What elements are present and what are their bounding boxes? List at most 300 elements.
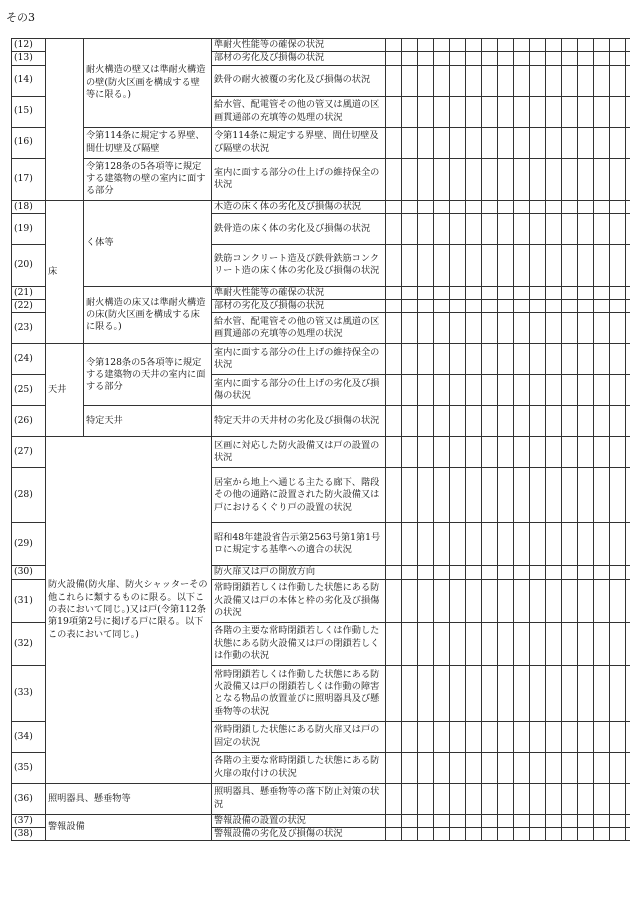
check-cell[interactable] [498,523,514,566]
check-cell[interactable] [530,127,546,158]
check-cell[interactable] [482,406,498,437]
check-cell[interactable] [498,39,514,52]
check-cell[interactable] [594,39,610,52]
check-cell[interactable] [466,579,482,622]
check-cell[interactable] [466,406,482,437]
check-cell[interactable] [626,244,630,286]
check-cell[interactable] [498,127,514,158]
check-cell[interactable] [482,665,498,721]
check-cell[interactable] [626,828,630,841]
check-cell[interactable] [466,65,482,96]
check-cell[interactable] [610,814,626,827]
check-cell[interactable] [450,158,466,200]
check-cell[interactable] [546,52,562,65]
check-cell[interactable] [514,200,530,213]
check-cell[interactable] [546,721,562,752]
check-cell[interactable] [626,158,630,200]
check-cell[interactable] [578,375,594,406]
check-cell[interactable] [498,828,514,841]
check-cell[interactable] [626,579,630,622]
check-cell[interactable] [530,96,546,127]
check-cell[interactable] [514,313,530,344]
check-cell[interactable] [530,286,546,299]
check-cell[interactable] [594,406,610,437]
check-cell[interactable] [402,721,418,752]
check-cell[interactable] [562,665,578,721]
check-cell[interactable] [434,468,450,523]
check-cell[interactable] [578,721,594,752]
check-cell[interactable] [626,96,630,127]
check-cell[interactable] [482,213,498,244]
check-cell[interactable] [418,244,434,286]
check-cell[interactable] [466,721,482,752]
check-cell[interactable] [594,437,610,468]
check-cell[interactable] [594,579,610,622]
check-cell[interactable] [498,468,514,523]
check-cell[interactable] [626,127,630,158]
check-cell[interactable] [402,213,418,244]
check-cell[interactable] [418,158,434,200]
check-cell[interactable] [562,213,578,244]
check-cell[interactable] [466,752,482,783]
check-cell[interactable] [498,213,514,244]
check-cell[interactable] [418,752,434,783]
check-cell[interactable] [626,39,630,52]
check-cell[interactable] [546,313,562,344]
check-cell[interactable] [594,375,610,406]
check-cell[interactable] [530,622,546,665]
check-cell[interactable] [514,127,530,158]
check-cell[interactable] [594,344,610,375]
check-cell[interactable] [434,721,450,752]
check-cell[interactable] [610,213,626,244]
check-cell[interactable] [498,200,514,213]
check-cell[interactable] [386,665,402,721]
check-cell[interactable] [578,814,594,827]
check-cell[interactable] [562,566,578,579]
check-cell[interactable] [530,783,546,814]
check-cell[interactable] [418,52,434,65]
check-cell[interactable] [482,200,498,213]
check-cell[interactable] [466,344,482,375]
check-cell[interactable] [626,721,630,752]
check-cell[interactable] [418,579,434,622]
check-cell[interactable] [418,814,434,827]
check-cell[interactable] [578,406,594,437]
check-cell[interactable] [466,814,482,827]
check-cell[interactable] [466,244,482,286]
check-cell[interactable] [626,814,630,827]
check-cell[interactable] [562,158,578,200]
check-cell[interactable] [418,313,434,344]
check-cell[interactable] [562,622,578,665]
check-cell[interactable] [450,52,466,65]
check-cell[interactable] [530,39,546,52]
check-cell[interactable] [498,566,514,579]
check-cell[interactable] [594,721,610,752]
check-cell[interactable] [450,437,466,468]
check-cell[interactable] [546,344,562,375]
check-cell[interactable] [482,127,498,158]
check-cell[interactable] [402,622,418,665]
check-cell[interactable] [434,437,450,468]
check-cell[interactable] [610,158,626,200]
check-cell[interactable] [402,523,418,566]
check-cell[interactable] [466,127,482,158]
check-cell[interactable] [562,313,578,344]
check-cell[interactable] [402,96,418,127]
check-cell[interactable] [626,783,630,814]
check-cell[interactable] [610,65,626,96]
check-cell[interactable] [562,300,578,313]
check-cell[interactable] [450,286,466,299]
check-cell[interactable] [562,523,578,566]
check-cell[interactable] [386,244,402,286]
check-cell[interactable] [386,579,402,622]
check-cell[interactable] [402,437,418,468]
check-cell[interactable] [450,344,466,375]
check-cell[interactable] [450,127,466,158]
check-cell[interactable] [402,783,418,814]
check-cell[interactable] [386,721,402,752]
check-cell[interactable] [434,375,450,406]
check-cell[interactable] [578,200,594,213]
check-cell[interactable] [530,468,546,523]
check-cell[interactable] [434,665,450,721]
check-cell[interactable] [514,665,530,721]
check-cell[interactable] [610,579,626,622]
check-cell[interactable] [562,52,578,65]
check-cell[interactable] [594,468,610,523]
check-cell[interactable] [418,65,434,96]
check-cell[interactable] [498,244,514,286]
check-cell[interactable] [434,622,450,665]
check-cell[interactable] [594,127,610,158]
check-cell[interactable] [402,200,418,213]
check-cell[interactable] [434,200,450,213]
check-cell[interactable] [578,286,594,299]
check-cell[interactable] [530,313,546,344]
check-cell[interactable] [482,344,498,375]
check-cell[interactable] [594,814,610,827]
check-cell[interactable] [386,468,402,523]
check-cell[interactable] [578,313,594,344]
check-cell[interactable] [578,783,594,814]
check-cell[interactable] [546,622,562,665]
check-cell[interactable] [514,579,530,622]
check-cell[interactable] [610,721,626,752]
check-cell[interactable] [626,286,630,299]
check-cell[interactable] [578,344,594,375]
check-cell[interactable] [434,406,450,437]
check-cell[interactable] [530,579,546,622]
check-cell[interactable] [402,300,418,313]
check-cell[interactable] [514,39,530,52]
check-cell[interactable] [498,300,514,313]
check-cell[interactable] [386,344,402,375]
check-cell[interactable] [546,375,562,406]
check-cell[interactable] [546,566,562,579]
check-cell[interactable] [418,622,434,665]
check-cell[interactable] [546,65,562,96]
check-cell[interactable] [626,313,630,344]
check-cell[interactable] [402,752,418,783]
check-cell[interactable] [610,200,626,213]
check-cell[interactable] [402,814,418,827]
check-cell[interactable] [402,828,418,841]
check-cell[interactable] [610,523,626,566]
check-cell[interactable] [546,244,562,286]
check-cell[interactable] [626,200,630,213]
check-cell[interactable] [450,814,466,827]
check-cell[interactable] [514,523,530,566]
check-cell[interactable] [530,523,546,566]
check-cell[interactable] [418,96,434,127]
check-cell[interactable] [514,721,530,752]
check-cell[interactable] [482,468,498,523]
check-cell[interactable] [546,468,562,523]
check-cell[interactable] [530,213,546,244]
check-cell[interactable] [562,752,578,783]
check-cell[interactable] [594,65,610,96]
check-cell[interactable] [562,783,578,814]
check-cell[interactable] [562,344,578,375]
check-cell[interactable] [482,65,498,96]
check-cell[interactable] [514,213,530,244]
check-cell[interactable] [386,622,402,665]
check-cell[interactable] [626,344,630,375]
check-cell[interactable] [498,622,514,665]
check-cell[interactable] [482,814,498,827]
check-cell[interactable] [514,622,530,665]
check-cell[interactable] [482,300,498,313]
check-cell[interactable] [402,566,418,579]
check-cell[interactable] [418,783,434,814]
check-cell[interactable] [466,783,482,814]
check-cell[interactable] [434,313,450,344]
check-cell[interactable] [578,752,594,783]
check-cell[interactable] [514,96,530,127]
check-cell[interactable] [514,437,530,468]
check-cell[interactable] [546,127,562,158]
check-cell[interactable] [530,752,546,783]
check-cell[interactable] [626,566,630,579]
check-cell[interactable] [418,437,434,468]
check-cell[interactable] [514,752,530,783]
check-cell[interactable] [482,244,498,286]
check-cell[interactable] [466,437,482,468]
check-cell[interactable] [482,286,498,299]
check-cell[interactable] [482,375,498,406]
check-cell[interactable] [482,313,498,344]
check-cell[interactable] [450,566,466,579]
check-cell[interactable] [450,523,466,566]
check-cell[interactable] [594,244,610,286]
check-cell[interactable] [482,437,498,468]
check-cell[interactable] [402,127,418,158]
check-cell[interactable] [450,406,466,437]
check-cell[interactable] [450,213,466,244]
check-cell[interactable] [482,579,498,622]
check-cell[interactable] [434,566,450,579]
check-cell[interactable] [450,622,466,665]
check-cell[interactable] [530,344,546,375]
check-cell[interactable] [514,244,530,286]
check-cell[interactable] [546,213,562,244]
check-cell[interactable] [482,158,498,200]
check-cell[interactable] [498,375,514,406]
check-cell[interactable] [466,300,482,313]
check-cell[interactable] [530,814,546,827]
check-cell[interactable] [594,783,610,814]
check-cell[interactable] [466,468,482,523]
check-cell[interactable] [514,300,530,313]
check-cell[interactable] [418,468,434,523]
check-cell[interactable] [546,665,562,721]
check-cell[interactable] [514,814,530,827]
check-cell[interactable] [434,127,450,158]
check-cell[interactable] [626,65,630,96]
check-cell[interactable] [594,752,610,783]
check-cell[interactable] [594,665,610,721]
check-cell[interactable] [530,375,546,406]
check-cell[interactable] [386,313,402,344]
check-cell[interactable] [434,244,450,286]
check-cell[interactable] [562,200,578,213]
check-cell[interactable] [610,665,626,721]
check-cell[interactable] [514,52,530,65]
check-cell[interactable] [610,828,626,841]
check-cell[interactable] [610,783,626,814]
check-cell[interactable] [578,468,594,523]
check-cell[interactable] [386,752,402,783]
check-cell[interactable] [562,406,578,437]
check-cell[interactable] [610,344,626,375]
check-cell[interactable] [418,406,434,437]
check-cell[interactable] [386,200,402,213]
check-cell[interactable] [562,65,578,96]
check-cell[interactable] [466,96,482,127]
check-cell[interactable] [418,213,434,244]
check-cell[interactable] [546,523,562,566]
check-cell[interactable] [482,752,498,783]
check-cell[interactable] [466,665,482,721]
check-cell[interactable] [450,752,466,783]
check-cell[interactable] [578,300,594,313]
check-cell[interactable] [434,523,450,566]
check-cell[interactable] [386,437,402,468]
check-cell[interactable] [514,286,530,299]
check-cell[interactable] [546,39,562,52]
check-cell[interactable] [610,437,626,468]
check-cell[interactable] [482,622,498,665]
check-cell[interactable] [482,52,498,65]
check-cell[interactable] [386,300,402,313]
check-cell[interactable] [450,375,466,406]
check-cell[interactable] [466,622,482,665]
check-cell[interactable] [434,579,450,622]
check-cell[interactable] [530,566,546,579]
check-cell[interactable] [530,52,546,65]
check-cell[interactable] [578,127,594,158]
check-cell[interactable] [578,579,594,622]
check-cell[interactable] [434,344,450,375]
check-cell[interactable] [466,375,482,406]
check-cell[interactable] [418,665,434,721]
check-cell[interactable] [386,286,402,299]
check-cell[interactable] [434,300,450,313]
check-cell[interactable] [594,523,610,566]
check-cell[interactable] [514,406,530,437]
check-cell[interactable] [386,783,402,814]
check-cell[interactable] [578,523,594,566]
check-cell[interactable] [498,52,514,65]
check-cell[interactable] [578,244,594,286]
check-cell[interactable] [562,375,578,406]
check-cell[interactable] [578,52,594,65]
check-cell[interactable] [546,200,562,213]
check-cell[interactable] [498,65,514,96]
check-cell[interactable] [498,721,514,752]
check-cell[interactable] [482,39,498,52]
check-cell[interactable] [498,665,514,721]
check-cell[interactable] [418,828,434,841]
check-cell[interactable] [402,158,418,200]
check-cell[interactable] [546,158,562,200]
check-cell[interactable] [562,437,578,468]
check-cell[interactable] [562,286,578,299]
check-cell[interactable] [578,96,594,127]
check-cell[interactable] [594,300,610,313]
check-cell[interactable] [482,721,498,752]
check-cell[interactable] [498,579,514,622]
check-cell[interactable] [578,665,594,721]
check-cell[interactable] [386,127,402,158]
check-cell[interactable] [594,828,610,841]
check-cell[interactable] [386,213,402,244]
check-cell[interactable] [562,468,578,523]
check-cell[interactable] [562,828,578,841]
check-cell[interactable] [450,313,466,344]
check-cell[interactable] [466,39,482,52]
check-cell[interactable] [530,406,546,437]
check-cell[interactable] [610,375,626,406]
check-cell[interactable] [386,406,402,437]
check-cell[interactable] [402,579,418,622]
check-cell[interactable] [434,828,450,841]
check-cell[interactable] [578,213,594,244]
check-cell[interactable] [434,286,450,299]
check-cell[interactable] [402,39,418,52]
check-cell[interactable] [450,39,466,52]
check-cell[interactable] [530,828,546,841]
check-cell[interactable] [498,286,514,299]
check-cell[interactable] [498,752,514,783]
check-cell[interactable] [594,313,610,344]
check-cell[interactable] [434,752,450,783]
check-cell[interactable] [402,65,418,96]
check-cell[interactable] [466,313,482,344]
check-cell[interactable] [466,523,482,566]
check-cell[interactable] [562,244,578,286]
check-cell[interactable] [546,300,562,313]
check-cell[interactable] [466,566,482,579]
check-cell[interactable] [530,244,546,286]
check-cell[interactable] [498,344,514,375]
check-cell[interactable] [434,96,450,127]
check-cell[interactable] [514,375,530,406]
check-cell[interactable] [402,52,418,65]
